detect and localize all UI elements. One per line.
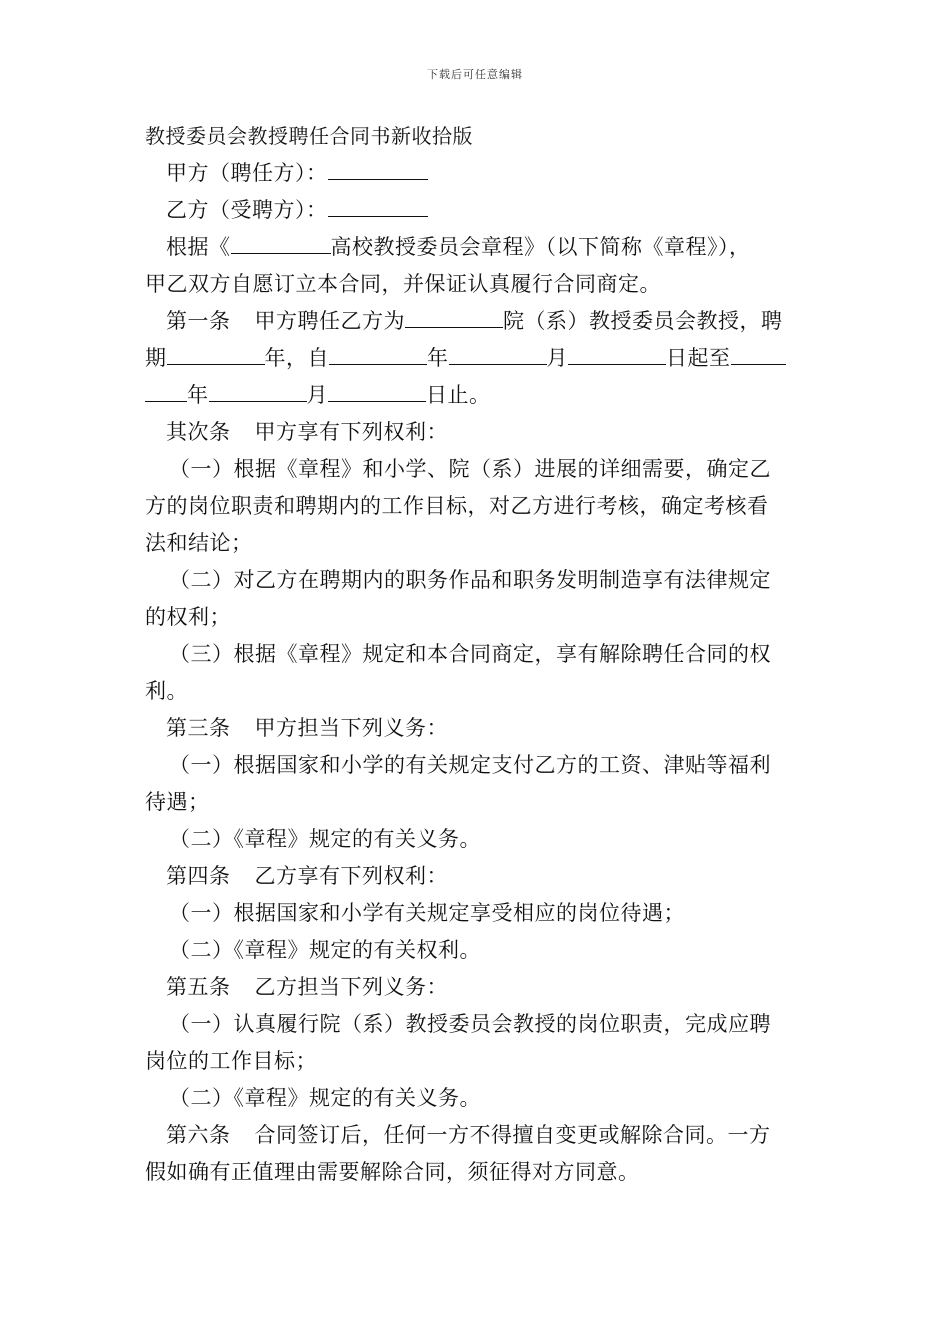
article-text: 年 (427, 346, 449, 370)
article-heading: 其次条 (166, 420, 231, 444)
article-text: 甲方担当下列义务： (254, 716, 448, 740)
party-a-line (145, 155, 810, 192)
article-heading: 第一条 (166, 309, 231, 333)
end-year-blank[interactable] (731, 342, 786, 365)
header-note: 下载后可任意编辑 (427, 68, 523, 81)
article-4-heading-line (145, 858, 810, 895)
article-2-item-3-line-2: 利。 (145, 679, 188, 703)
article-3-heading-line (145, 710, 810, 747)
article-3-item-2: （二）《章程》规定的有关义务。 (169, 827, 481, 851)
article-text: 月 (306, 383, 328, 407)
article-2-item-1-line-2: 方的岗位职责和聘期内的工作目标，对乙方进行考核，确定考核看 (145, 494, 769, 518)
article-3-item-1-line-2: 待遇； (145, 790, 210, 814)
contract-document (145, 118, 810, 1191)
end-year-blank-cont[interactable] (145, 379, 187, 402)
article-text: 日止。 (426, 383, 491, 407)
party-b-blank[interactable] (328, 194, 428, 217)
article-text: 乙方享有下列权利： (254, 864, 448, 888)
article-text: 期 (145, 346, 167, 370)
article-5-item-1-line-1: （一）认真履行院（系）教授委员会教授的岗位职责，完成应聘 (169, 1012, 771, 1036)
start-year-blank[interactable] (329, 342, 427, 365)
preamble-line-1 (145, 229, 810, 266)
article-4-item-2: （二）《章程》规定的有关权利。 (169, 938, 481, 962)
party-b-label: 乙方（受聘方）： (166, 198, 328, 222)
article-text: 月 (546, 346, 568, 370)
start-day-blank[interactable] (568, 342, 666, 365)
department-blank[interactable] (405, 305, 503, 328)
start-month-blank[interactable] (449, 342, 547, 365)
article-text: 院（系）教授委员会教授，聘 (503, 309, 783, 333)
end-month-blank[interactable] (209, 379, 307, 402)
article-text: 日起至 (666, 346, 731, 370)
document-title: 教授委员会教授聘任合同书新收拾版 (145, 124, 473, 148)
article-text: 乙方担当下列义务： (254, 975, 448, 999)
article-6-line-1 (145, 1117, 810, 1154)
end-day-blank[interactable] (328, 379, 426, 402)
article-5-heading-line (145, 969, 810, 1006)
article-3-item-1-line-1: （一）根据国家和小学的有关规定支付乙方的工资、津贴等福利 (169, 753, 771, 777)
party-a-label: 甲方（聘任方）： (166, 161, 328, 185)
party-b-line (145, 192, 810, 229)
party-a-blank[interactable] (328, 157, 428, 180)
school-name-blank[interactable] (231, 231, 331, 254)
article-heading: 第三条 (166, 716, 231, 740)
article-1-line-2 (145, 340, 810, 377)
article-2-item-1-line-1: （一）根据《章程》和小学、院（系）进展的详细需要，确定乙 (169, 457, 771, 481)
article-1-line-3 (145, 377, 810, 414)
article-2-heading-line (145, 414, 810, 451)
article-text: 合同签订后，任何一方不得擅自变更或解除合同。一方 (254, 1123, 771, 1147)
article-text: 甲方聘任乙方为 (254, 309, 405, 333)
article-2-item-1-line-3: 法和结论； (145, 531, 253, 555)
article-6-line-2: 假如确有正值理由需要解除合同，须征得对方同意。 (145, 1160, 640, 1184)
preamble-text: 高校教授委员会章程》（以下简称《章程》）， (330, 235, 751, 259)
article-heading: 第六条 (166, 1123, 231, 1147)
article-4-item-1: （一）根据国家和小学有关规定享受相应的岗位待遇； (169, 901, 685, 925)
article-2-item-3-line-1: （三）根据《章程》规定和本合同商定，享有解除聘任合同的权 (169, 642, 771, 666)
article-text: 年 (187, 383, 209, 407)
article-text: 甲方享有下列权利： (254, 420, 448, 444)
article-text: 年，自 (264, 346, 329, 370)
article-1-line-1 (145, 303, 810, 340)
article-heading: 第五条 (166, 975, 231, 999)
article-5-item-1-line-2: 岗位的工作目标； (145, 1049, 317, 1073)
preamble-line-2: 甲乙双方自愿订立本合同，并保证认真履行合同商定。 (145, 272, 661, 296)
article-5-item-2: （二）《章程》规定的有关义务。 (169, 1086, 481, 1110)
article-2-item-2-line-1: （二）对乙方在聘期内的职务作品和职务发明制造享有法律规定 (169, 568, 771, 592)
term-years-blank[interactable] (167, 342, 265, 365)
article-heading: 第四条 (166, 864, 231, 888)
preamble-text: 根据《 (166, 235, 231, 259)
article-2-item-2-line-2: 的权利； (145, 605, 231, 629)
